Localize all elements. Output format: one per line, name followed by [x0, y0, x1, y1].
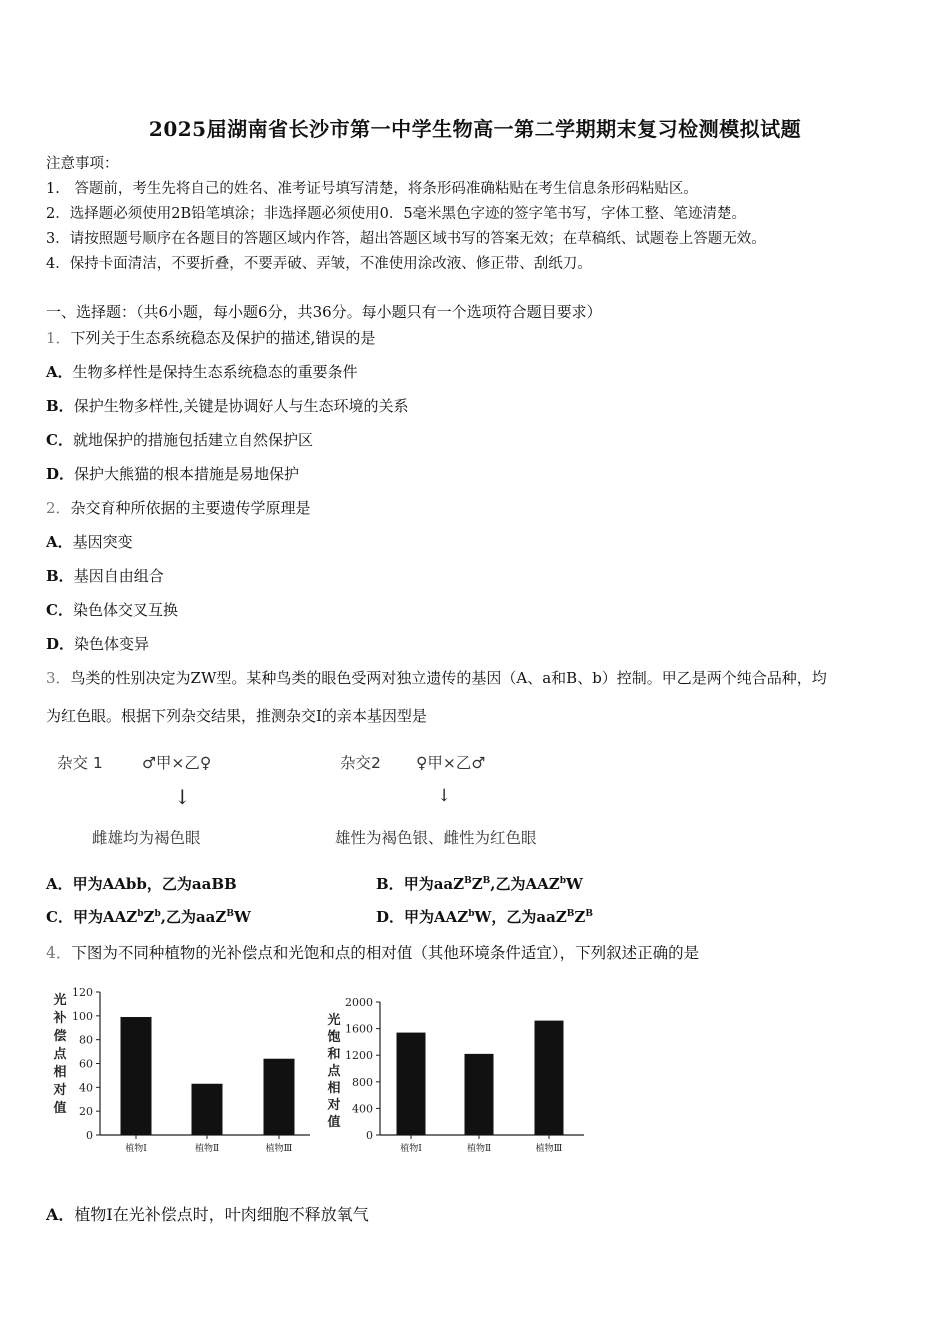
option-letter: A．	[46, 363, 73, 381]
y-axis-label-char: 相	[53, 1065, 67, 1080]
cross1-result: 雌雄均为褐色眼	[92, 829, 201, 847]
option-letter: A．	[46, 1205, 75, 1224]
y-axis-label-char: 光	[53, 993, 67, 1008]
option-letter: C．	[46, 431, 73, 449]
page-title: 2025届湖南省长沙市第一中学生物高一第二学期期末复习检测模拟试题	[148, 117, 802, 141]
question-text: 下图为不同种植物的光补偿点和光饱和点的相对值（其他环境条件适宜），下列叙述正确的是	[71, 944, 700, 962]
y-tick-label: 80	[79, 1033, 93, 1047]
q2-option-d[interactable]	[46, 633, 149, 654]
x-tick-label: 植物Ⅱ	[194, 1144, 220, 1154]
y-tick-label: 100	[72, 1009, 93, 1023]
option-text: Z	[574, 908, 586, 926]
option-text: 染色体交叉互换	[72, 601, 178, 619]
cross1-label: 杂交 1	[57, 754, 103, 772]
question-4-stem	[46, 941, 699, 963]
y-axis-label-char: 对	[53, 1083, 67, 1098]
cross2-parents: ♀甲×乙♂	[416, 754, 486, 772]
cross1-parents: ♂甲×乙♀	[142, 754, 212, 772]
question-number: 3．	[46, 669, 71, 687]
option-letter: D．	[376, 908, 405, 926]
question-1-stem	[46, 327, 375, 348]
y-tick-label: 40	[79, 1081, 93, 1095]
option-text: 保护大熊猫的根本措施是易地保护	[74, 465, 300, 483]
question-3-stem	[46, 667, 827, 688]
superscript: B	[464, 876, 472, 886]
cross1-arrow: ↓	[174, 785, 191, 809]
q2-option-c[interactable]	[46, 599, 178, 620]
x-tick-label: 植物Ⅲ	[535, 1144, 563, 1154]
q2-option-a[interactable]	[46, 531, 133, 552]
question-number: 2．	[46, 499, 71, 517]
y-tick-label: 20	[79, 1105, 93, 1119]
option-letter: C．	[46, 601, 73, 619]
option-text: ,乙为aaZ	[160, 908, 227, 926]
bar	[535, 1021, 564, 1135]
q1-option-a[interactable]	[46, 361, 358, 382]
bar	[121, 1017, 152, 1135]
option-text: W	[233, 908, 251, 926]
notice-item: 2．选择题必须使用2B铅笔填涂；非选择题必须使用0．5毫米黑色字迹的签字笔书写，字体工整、笔迹清楚。	[46, 206, 747, 222]
superscript: B	[566, 909, 575, 919]
q4-option-a[interactable]	[46, 1202, 369, 1225]
option-text: W	[566, 875, 583, 893]
superscript: B	[482, 876, 491, 886]
option-letter: D．	[46, 465, 75, 483]
cross2-arrow: ↓	[437, 786, 452, 806]
y-tick-label: 800	[352, 1075, 373, 1089]
superscript: b	[154, 909, 161, 919]
q3-option-a[interactable]	[46, 873, 237, 894]
cross2-label: 杂交2	[340, 754, 381, 772]
option-text: 甲为aaZ	[403, 875, 465, 893]
y-axis-label-char: 点	[53, 1047, 67, 1062]
notice-item: 4．保持卡面清洁，不要折叠，不要弄破、弄皱，不准使用涂改液、修正带、刮纸刀。	[46, 256, 592, 272]
superscript: b	[559, 876, 566, 886]
option-letter: C．	[46, 908, 73, 926]
notice-item: 3．请按照题号顺序在各题目的答题区域内作答，超出答题区域书写的答案无效；在草稿纸、试题卷上答题无效。	[46, 231, 766, 247]
option-text: Z	[471, 875, 483, 893]
y-axis-label-char: 偿	[53, 1029, 67, 1044]
chart-light-saturation	[322, 990, 592, 1165]
question-2-stem	[46, 497, 311, 518]
y-axis-label-char: 光	[327, 1013, 341, 1028]
option-text: 甲为AAZ	[404, 908, 469, 926]
x-tick-label: 植物Ⅱ	[466, 1144, 492, 1154]
y-axis-label-char: 饱	[327, 1030, 341, 1045]
q3-option-c[interactable]	[46, 906, 251, 927]
option-text: 植物Ⅰ在光补偿点时，叶肉细胞不释放氧气	[74, 1205, 369, 1224]
option-text: 基因自由组合	[73, 567, 164, 585]
superscript: b	[468, 909, 475, 919]
question-text: 下列关于生态系统稳态及保护的描述,错误的是	[70, 329, 376, 347]
option-text: Z	[143, 908, 155, 926]
q1-option-b[interactable]	[46, 395, 408, 416]
y-axis-label-char: 和	[327, 1047, 341, 1062]
bar	[192, 1084, 223, 1135]
q1-option-c[interactable]	[46, 429, 313, 450]
q1-option-d[interactable]	[46, 463, 299, 484]
superscript: b	[137, 909, 144, 919]
y-tick-label: 0	[366, 1129, 373, 1142]
question-number: 1．	[46, 329, 71, 347]
option-text: 生物多样性是保持生态系统稳态的重要条件	[72, 363, 358, 381]
option-text: 就地保护的措施包括建立自然保护区	[72, 431, 313, 449]
notice-item: 1. 答题前，考生先将自己的姓名、准考证号填写清楚，将条形码准确粘贴在考生信息条形码粘贴区。	[46, 181, 698, 197]
option-letter: B．	[46, 567, 74, 585]
chart-light-compensation	[50, 980, 320, 1165]
x-tick-label: 植物Ⅲ	[265, 1144, 293, 1154]
option-letter: A．	[46, 533, 73, 551]
bar	[397, 1033, 426, 1135]
bar	[465, 1054, 494, 1135]
y-axis-label-char: 对	[327, 1098, 341, 1113]
y-tick-label: 2000	[345, 996, 373, 1009]
cross2-result: 雄性为褐色银、雌性为红色眼	[335, 829, 537, 847]
q3-option-d[interactable]	[376, 906, 593, 927]
bar	[264, 1059, 295, 1135]
option-letter: D．	[46, 635, 75, 653]
option-letter: A．	[46, 875, 73, 893]
section-heading: 一、选择题：（共6小题，每小题6分，共36分。每小题只有一个选项符合题目要求）	[46, 303, 602, 321]
y-axis-label-char: 补	[53, 1011, 67, 1026]
q3-option-b[interactable]	[376, 873, 583, 894]
question-text: 杂交育种所依据的主要遗传学原理是	[70, 499, 311, 517]
x-tick-label: 植物Ⅰ	[125, 1144, 147, 1154]
y-tick-label: 1200	[345, 1049, 373, 1063]
y-tick-label: 120	[72, 986, 93, 999]
option-text: 甲为AAZ	[72, 908, 138, 926]
notice-heading: 注意事项：	[46, 156, 119, 172]
option-text: 保护生物多样性,关键是协调好人与生态环境的关系	[73, 397, 409, 415]
y-tick-label: 400	[352, 1102, 373, 1116]
y-axis-label-char: 相	[327, 1081, 341, 1096]
option-text: 甲为AAbb，乙为aaBB	[72, 875, 237, 893]
option-text: ,乙为AAZ	[490, 875, 560, 893]
question-3-stem-line2: 为红色眼。根据下列杂交结果，推测杂交Ⅰ的亲本基因型是	[46, 707, 427, 725]
option-text: 染色体变异	[74, 635, 150, 653]
q2-option-b[interactable]	[46, 565, 164, 586]
question-number: 4．	[46, 944, 72, 962]
question-text: 鸟类的性别决定为ZW型。某种鸟类的眼色受两对独立遗传的基因（A、a和B、b）控制。甲乙是两个纯合品种，均	[70, 669, 827, 687]
y-axis-label-char: 值	[327, 1115, 341, 1130]
superscript: B	[226, 909, 234, 919]
superscript: B	[585, 909, 593, 919]
option-letter: B．	[46, 397, 74, 415]
y-axis-label-char: 值	[53, 1101, 67, 1116]
y-axis-label-char: 点	[327, 1064, 341, 1079]
y-tick-label: 60	[79, 1057, 93, 1071]
x-tick-label: 植物Ⅰ	[400, 1144, 422, 1154]
y-tick-label: 0	[86, 1129, 93, 1142]
option-text: W，乙为aaZ	[474, 908, 567, 926]
option-letter: B．	[376, 875, 404, 893]
option-text: 基因突变	[72, 533, 133, 551]
y-tick-label: 1600	[345, 1022, 373, 1036]
